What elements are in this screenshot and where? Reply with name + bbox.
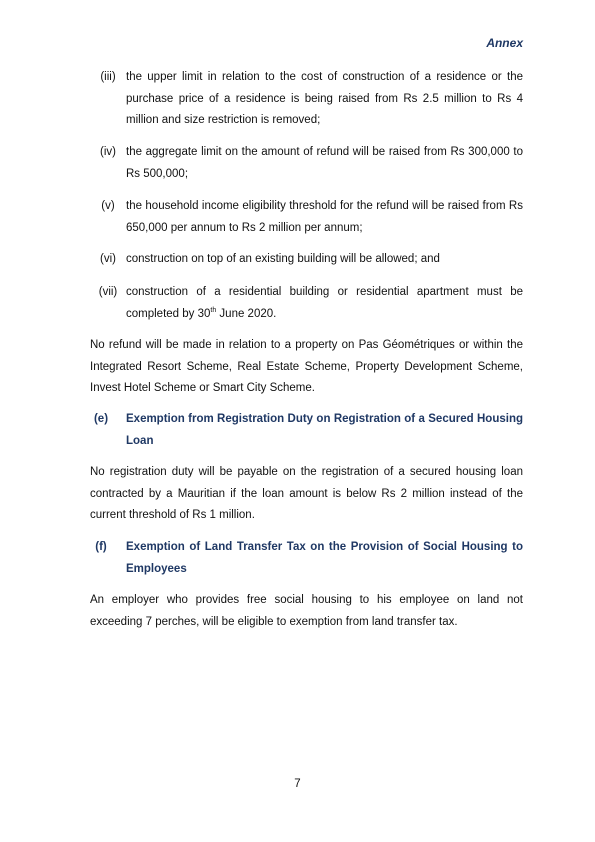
list-item-text: the upper limit in relation to the cost of construction of a residence or the purchase price of a residence is being raised from Rs 2.5 million to Rs 4 million and size restriction is removed; bbox=[126, 71, 523, 126]
list-item-text: the household income eligibility threshold for the refund will be raised from Rs 650,000 per annum to Rs 2 million per annum; bbox=[126, 200, 523, 234]
section-e-number: (e) bbox=[93, 413, 109, 425]
section-f-body: An employer who provides free social housing to his employee on land not exceeding 7 perches, will be eligible to exemption from land transfer tax. bbox=[90, 594, 523, 628]
list-item-vi bbox=[90, 249, 523, 271]
section-f-title: Exemption of Land Transfer Tax on the Provision of Social Housing to Employees bbox=[126, 541, 523, 575]
section-f-number: (f) bbox=[95, 541, 107, 553]
section-e-heading bbox=[90, 409, 523, 452]
list-item-text-end: June 2020. bbox=[216, 307, 277, 320]
list-item-iii bbox=[90, 67, 523, 132]
section-e-title: Exemption from Registration Duty on Registration of a Secured Housing Loan bbox=[126, 413, 523, 447]
section-e-body: No registration duty will be payable on the registration of a secured housing loan contracted by a Mauritian if the loan amount is below Rs 2 million instead of the current threshold of Rs 1 million. bbox=[90, 466, 523, 521]
section-f-heading bbox=[90, 537, 523, 580]
list-item-text: construction on top of an existing building will be allowed; and bbox=[126, 253, 440, 265]
annex-header: Annex bbox=[486, 36, 523, 50]
list-item-number: (iv) bbox=[100, 146, 116, 158]
list-item-number: (vi) bbox=[100, 253, 116, 265]
list-item-text-main: construction of a residential building or residential apartment must be completed by 30 bbox=[126, 286, 523, 320]
list-item-iv bbox=[90, 142, 523, 185]
list-item-v bbox=[90, 196, 523, 239]
list-item-vii bbox=[90, 282, 523, 325]
list-item-text: the aggregate limit on the amount of refund will be raised from Rs 300,000 to Rs 500,000; bbox=[126, 146, 523, 180]
page-number: 7 bbox=[294, 778, 301, 790]
list-item-number: (v) bbox=[101, 200, 115, 212]
list-item-number: (vii) bbox=[98, 286, 118, 298]
ordinal-suffix: th bbox=[210, 306, 217, 314]
list-item-number: (iii) bbox=[100, 71, 116, 83]
refund-exclusion-paragraph: No refund will be made in relation to a property on Pas Géométriques or within the Integrated Resort Scheme, Real Estate Scheme, Property Development Scheme, Invest Hotel Scheme or Smart City Scheme. bbox=[90, 339, 523, 394]
list-item-text bbox=[126, 282, 523, 325]
